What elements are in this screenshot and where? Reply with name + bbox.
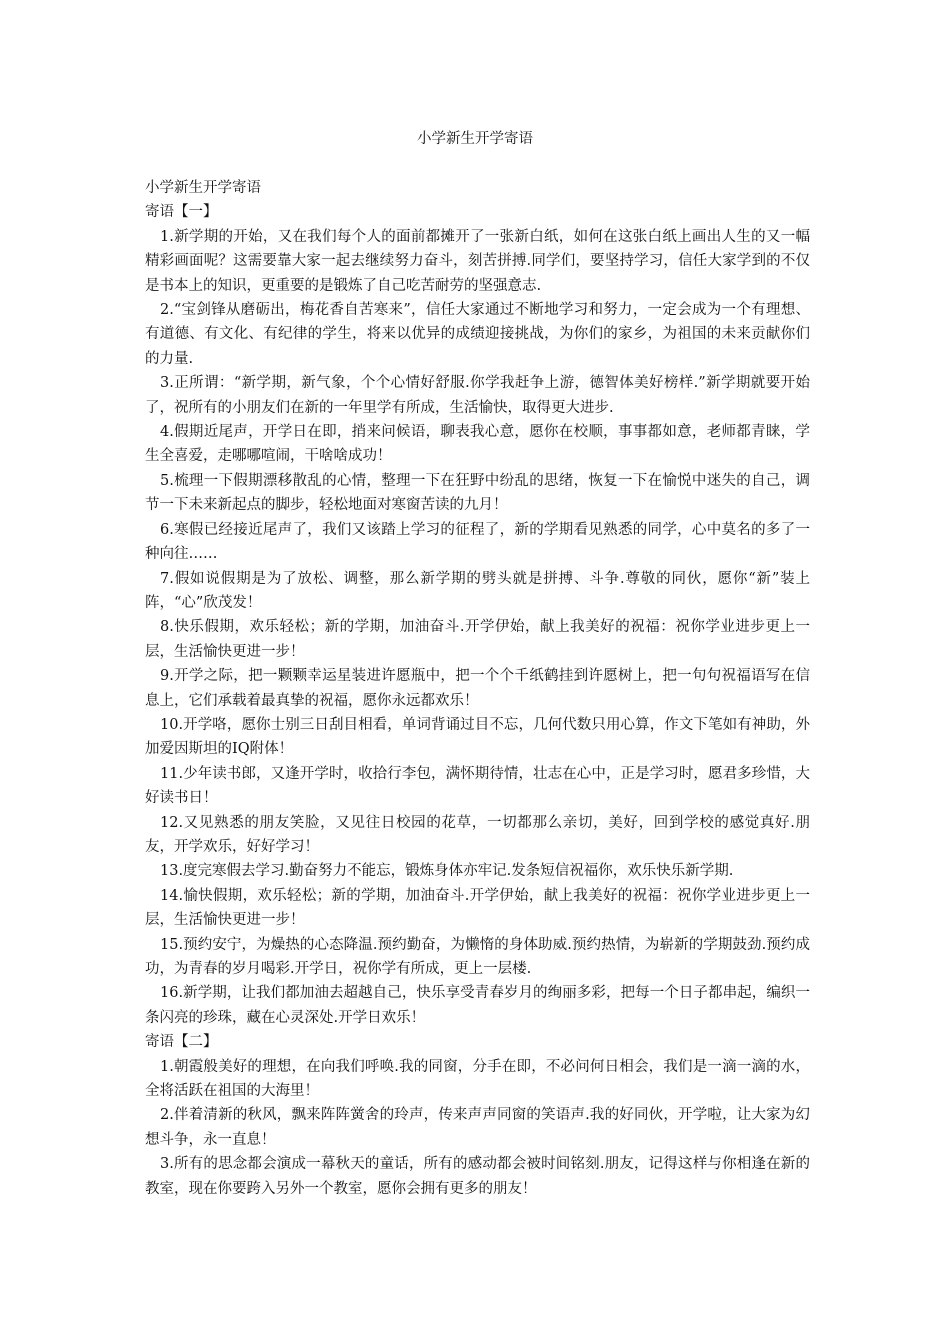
paragraph: 15.预约安宁，为燥热的心态降温.预约勤奋，为懒惰的身体助威.预约热情，为崭新的学期鼓劲.预约成功，为青春的岁月喝彩.开学日，祝你学有所成，更上一层楼. [145,936,810,977]
paragraph: 5.梳理一下假期漂移散乱的心情，整理一下在狂野中纷乱的思绪，恢复一下在愉悦中迷失的自己，调节一下未来新起点的脚步，轻松地面对寒窗苦读的九月！ [145,472,810,514]
section-two-heading: 寄语【二】 [145,1034,218,1051]
paragraph: 3.所有的思念都会演成一幕秋天的童话，所有的感动都会被时间铭刻.朋友，记得这样与你相逢在新的教室，现在你要跨入另外一个教室，愿你会拥有更多的朋友！ [145,1156,810,1197]
paragraph: 1.新学期的开始，又在我们每个人的面前都摊开了一张新白纸，如何在这张白纸上画出人生的又一幅精彩画面呢？这需要靠大家一起去继续努力奋斗，刻苦拼搏.同学们，要坚持学习，信任大家学到的不仅是书本上的知识，更重要的是锻炼了自己吃苦耐劳的坚强意志. [145,228,810,294]
paragraph: 4.假期近尾声，开学日在即，捎来问候语，聊表我心意，愿你在校顺，事事都如意，老师都青睐，学生全喜爱，走哪哪喧闹，干啥啥成功！ [145,424,810,465]
paragraph: 6.寒假已经接近尾声了，我们又该踏上学习的征程了，新的学期看见熟悉的同学，心中莫名的多了一种向往…… [145,521,810,563]
paragraph: 10.开学咯，愿你士别三日刮目相看，单词背诵过目不忘，几何代数只用心算，作文下笔如有神助，外加爱因斯坦的IQ附体！ [145,716,810,758]
paragraph: 16.新学期，让我们都加油去超越自己，快乐享受青春岁月的绚丽多彩，把每一个日子都串起，编织一条闪亮的珍珠，藏在心灵深处.开学日欢乐！ [145,985,810,1026]
paragraph: 11.少年读书郎，又逢开学时，收拾行李包，满怀期待情，壮志在心中，正是学习时，愿君多珍惜，大好读书日！ [145,765,810,807]
paragraph: 7.假如说假期是为了放松、调整，那么新学期的劈头就是拼搏、斗争.尊敬的同伙，愿你“新”装上阵，“心”欣茂发！ [145,570,810,611]
paragraph: 8.快乐假期，欢乐轻松；新的学期，加油奋斗.开学伊始，献上我美好的祝福：祝你学业进步更上一层，生活愉快更进一步！ [145,619,810,660]
document-subtitle: 小学新生开学寄语 [145,180,261,196]
paragraph: 14.愉快假期，欢乐轻松；新的学期，加油奋斗.开学伊始，献上我美好的祝福：祝你学业进步更上一层，生活愉快更进一步！ [145,887,810,929]
paragraph: 2.“宝剑锋从磨砺出，梅花香自苦寒来”，信任大家通过不断地学习和努力，一定会成为一个有理想、有道德、有文化、有纪律的学生，将来以优异的成绩迎接挑战，为你们的家乡，为祖国的未来贡献你们的力量. [145,302,810,367]
paragraph: 2.伴着清新的秋风，飘来阵阵黉舍的玲声，传来声声同窗的笑语声.我的好同伙，开学啦，让大家为幻想斗争，永一直息！ [145,1107,810,1148]
paragraph: 13.度完寒假去学习.勤奋努力不能忘，锻炼身体亦牢记.发条短信祝福你，欢乐快乐新学期. [160,863,734,880]
paragraph: 9.开学之际，把一颗颗幸运星装进许愿瓶中，把一个个千纸鹤挂到许愿树上，把一句句祝福语写在信息上，它们承载着最真挚的祝福，愿你永远都欢乐！ [145,668,810,709]
paragraph: 12.又见熟悉的朋友笑脸，又见往日校园的花草，一切都那么亲切，美好，回到学校的感觉真好.朋友，开学欢乐，好好学习！ [145,814,810,855]
paragraph: 3.正所谓：“新学期，新气象，个个心情好舒服.你学我赶争上游，德智体美好榜样.”新学期就要开始了，祝所有的小朋友们在新的一年里学有所成，生活愉快，取得更大进步. [145,375,810,416]
paragraph: 1.朝霞般美好的理想，在向我们呼唤.我的同窗，分手在即，不必问何日相会，我们是一滴一滴的水，全将活跃在祖国的大海里！ [145,1058,810,1100]
document-body [145,176,810,1201]
section-one-heading: 寄语【一】 [145,204,218,221]
document-title: 小学新生开学寄语 [417,131,533,147]
